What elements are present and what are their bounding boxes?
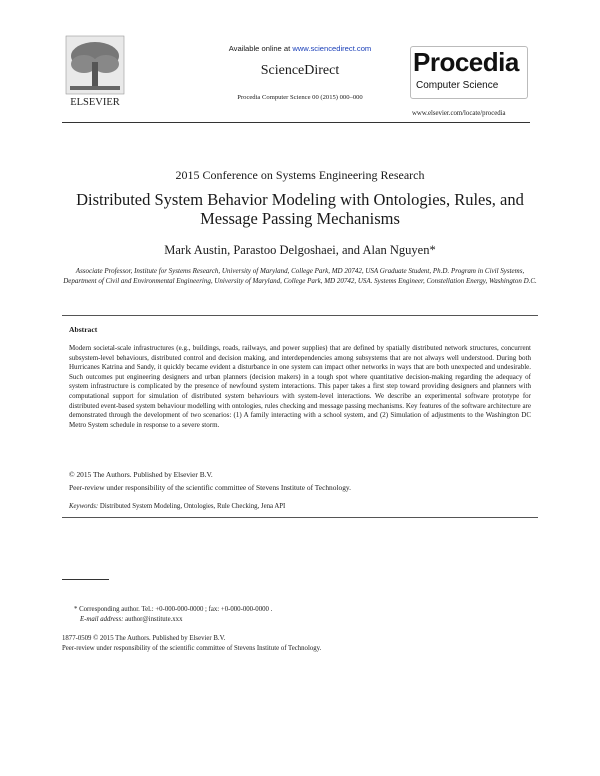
email-label: E-mail address: — [80, 616, 124, 623]
keywords-label: Keywords: — [69, 503, 99, 510]
abstract-bottom-rule — [62, 517, 538, 518]
journal-reference: Procedia Computer Science 00 (2015) 000–000 — [237, 94, 363, 101]
email-line — [80, 616, 182, 623]
abstract-text: Modern societal-scale infrastructures (e.g., buildings, roads, railways, and power supplies) that are defined by spatially distributed network structures, concurrent subsystem-level behaviours, distributed control and decision making, and interdependencies among subsystems that are not always well understood. During both Hurricanes Katrina and Sandy, it quickly became evident a disturbance in one system can impact other networks in ways that are both unexpected and undesirable. Such outcomes put engineering designers and urban planners (decision makers) in a tough spot where quantitative decision-making regarding the adequacy of system infrastructure is complicated by the presence of newfound system interactions. This paper takes a first step toward providing designers and planners with computational support for simulation of distributed system behaviours with system-level interactions. We describe an experimental software prototype for distributed event-based system behaviour modelling with ontologies, rules checking and message passing mechanisms. Key features of the software architecture are demonstrated through the development of two scenarios: (1) A family interacting with a school system, and (2) Simulation of adjustments to the Washington DC Metro System schedule in response to a severe storm. — [69, 344, 531, 429]
sciencedirect-link[interactable]: www.sciencedirect.com — [292, 44, 372, 53]
abstract-heading: Abstract — [69, 325, 98, 334]
email-address[interactable]: author@institute.xxx — [125, 616, 183, 623]
journal-url[interactable]: www.elsevier.com/locate/procedia — [412, 110, 506, 117]
conference-name: 2015 Conference on Systems Engineering Research — [175, 168, 425, 182]
abstract-top-rule — [62, 315, 538, 316]
peer-review-line: Peer-review under responsibility of the scientific committee of Stevens Institute of Technology. — [69, 483, 351, 492]
available-prefix: Available online at — [228, 44, 291, 53]
corresponding-author: * Corresponding author. Tel.: +0-000-000-0000 ; fax: +0-000-000-0000 . — [74, 606, 273, 613]
author-affiliations: Associate Professor, Institute for Systems Research, University of Maryland, College Park, MD 20742, USA Graduate Student, Ph.D. Program in Civil Systems, Department of Civil and Environmental Engineering, University of Maryland, College Park, MD 20742, USA. Systems Engineer, Constellation Energy, Washington D.C. — [63, 267, 537, 285]
sciencedirect-title: ScienceDirect — [260, 63, 340, 78]
issn-line: 1877-0509 © 2015 The Authors. Published by Elsevier B.V. — [62, 635, 226, 642]
footnote-rule — [62, 579, 109, 580]
header-rule — [62, 122, 530, 123]
paper-authors: Mark Austin, Parastoo Delgoshaei, and Alan Nguyen* — [164, 243, 436, 257]
procedia-subtitle: Computer Science — [416, 80, 499, 91]
footer-peer-review: Peer-review under responsibility of the scientific committee of Stevens Institute of Technology. — [62, 645, 322, 652]
keywords-line — [69, 503, 285, 510]
procedia-logo: Procedia — [413, 47, 519, 77]
elsevier-wordmark: ELSEVIER — [70, 97, 120, 108]
keywords-text: Distributed System Modeling, Ontologies, Rule Checking, Jena API — [99, 503, 286, 510]
copyright-line: © 2015 The Authors. Published by Elsevier B.V. — [69, 470, 213, 479]
paper-title: Distributed System Behavior Modeling with Ontologies, Rules, and Message Passing Mechanisms — [76, 190, 524, 228]
